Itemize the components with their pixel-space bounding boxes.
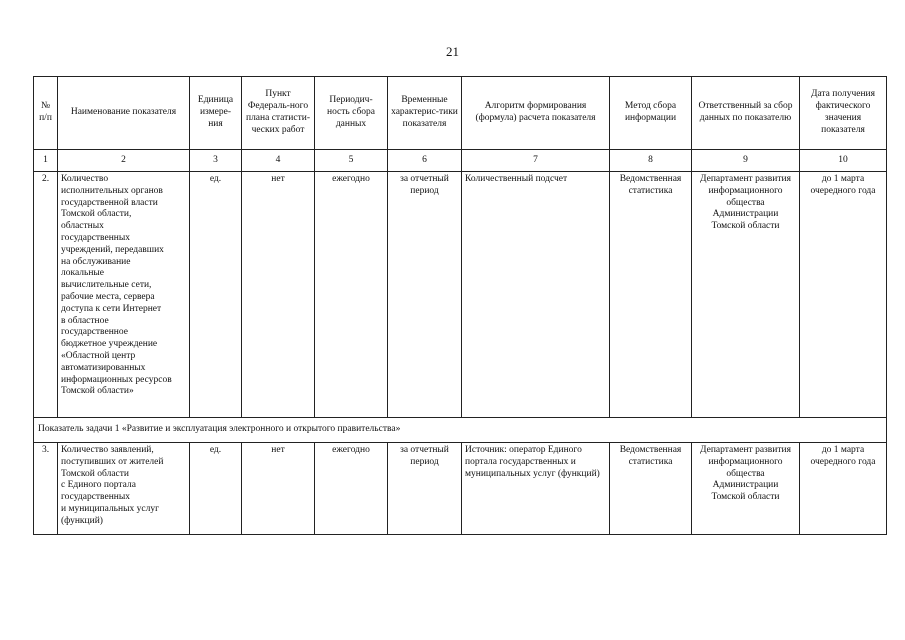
column-header: Метод сбора информации [610,77,692,150]
column-number: 5 [315,150,388,172]
responsible-cell: Департамент развития информационного общества Администрации Томской области [692,443,800,535]
column-number: 8 [610,150,692,172]
section-row [34,418,887,443]
page-number: 21 [446,44,459,59]
column-header: Единица измере-ния [190,77,242,150]
row-number: 3. [34,443,58,535]
column-header: Временные характерис-тики показателя [388,77,462,150]
column-number-row [34,150,887,172]
method-cell: Ведомственная статистика [610,443,692,535]
column-number: 3 [190,150,242,172]
unit-cell: ед. [190,443,242,535]
plan-item-cell: нет [242,172,315,418]
column-number: 9 [692,150,800,172]
table-row [34,443,887,535]
table-row [34,172,887,418]
algorithm-cell: Количественный подсчет [462,172,610,418]
table-header-row [34,77,887,150]
indicator-name: Количество заявлений, поступивших от жителей Томской области с Единого портала государственных и муниципальных услуг (функций) [58,443,190,535]
unit-cell: ед. [190,172,242,418]
plan-item-cell: нет [242,443,315,535]
column-number: 1 [34,150,58,172]
time-characteristics-cell: за отчетный период [388,443,462,535]
column-header: Периодич-ность сбора данных [315,77,388,150]
indicators-table [33,76,887,535]
column-number: 7 [462,150,610,172]
algorithm-cell: Источник: оператор Единого портала государственных и муниципальных услуг (функций) [462,443,610,535]
column-number: 4 [242,150,315,172]
periodicity-cell: ежегодно [315,172,388,418]
date-cell: до 1 марта очередного года [800,443,887,535]
time-characteristics-cell: за отчетный период [388,172,462,418]
column-header: Наименование показателя [58,77,190,150]
indicator-name: Количество исполнительных органов государственной власти Томской области, областных государственных учреждений, передавших на обслуживание локальные вычислительные сети, рабочие места, сервера доступа к сети Интернет в областное государственное бюджетное учреждение «Областной центр автоматизированных информационных ресурсов Томской области» [58,172,190,418]
date-cell: до 1 марта очередного года [800,172,887,418]
section-label: Показатель задачи 1 «Развитие и эксплуатация электронного и открытого правительства» [34,418,887,443]
column-number: 10 [800,150,887,172]
row-number: 2. [34,172,58,418]
column-number: 6 [388,150,462,172]
column-header: Алгоритм формирования (формула) расчета показателя [462,77,610,150]
column-header: Пункт Федераль-ного плана статисти-ческих работ [242,77,315,150]
periodicity-cell: ежегодно [315,443,388,535]
column-header: № п/п [34,77,58,150]
method-cell: Ведомственная статистика [610,172,692,418]
column-header: Дата получения фактического значения показателя [800,77,887,150]
column-header: Ответственный за сбор данных по показателю [692,77,800,150]
responsible-cell: Департамент развития информационного общества Администрации Томской области [692,172,800,418]
column-number: 2 [58,150,190,172]
